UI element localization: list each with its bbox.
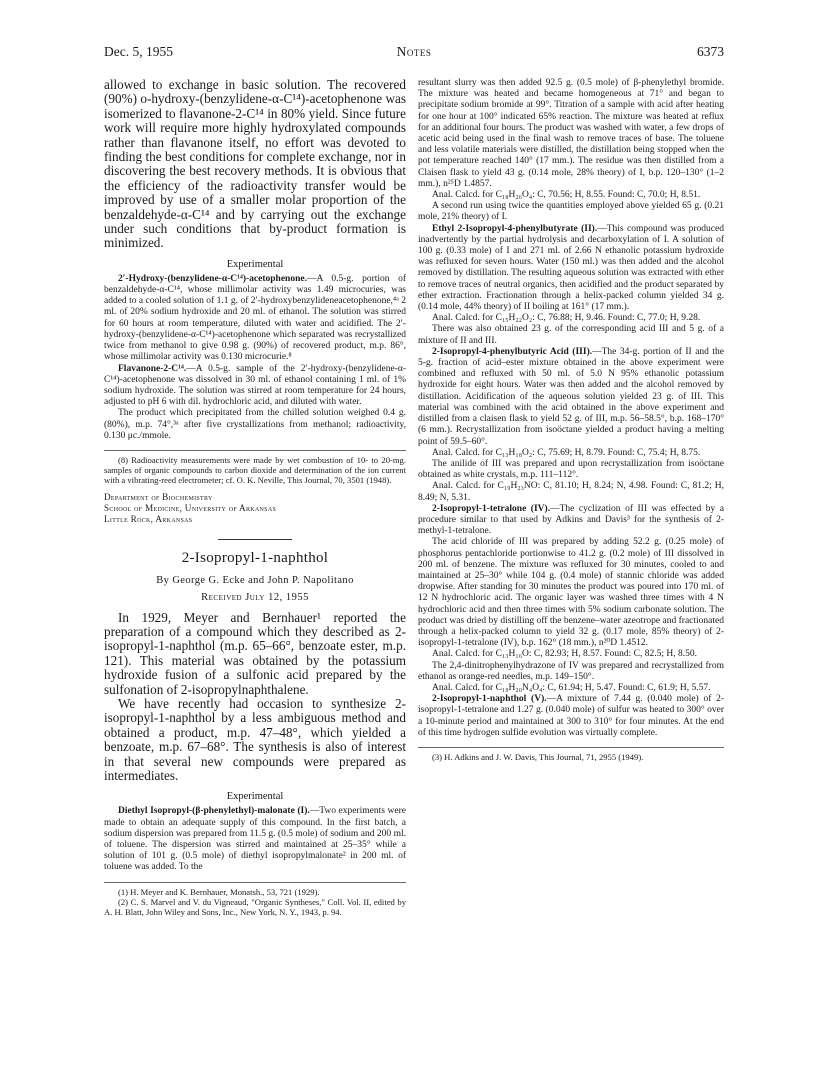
analysis-line: Anal. Calcd. for C₁₉H₂₃NO: C, 81.10; H, 8.24; N, 4.98. Found: C, 81.2; H, 8.49; N, 5.31. <box>418 481 724 503</box>
procedure-paragraph: A second run using twice the quantities employed above yielded 65 g. (0.21 mole, 21% theory) of I. <box>418 201 724 223</box>
running-header <box>104 44 724 64</box>
received-date: Received July 12, 1955 <box>201 591 309 603</box>
procedure-body: —A 0.5-g. sample of the 2′-hydroxy-(benzylidene-α-C¹⁴)-acetophenone was dissolved in 30 ml. of ethanol containing 1 ml. of 1% sodium hydroxide. The solution was stirred at room temperature for 24 hours, adjusted to pH 6 with dil. hydrochloric acid, and diluted with water. <box>104 363 406 408</box>
procedure-malonate <box>104 806 406 873</box>
header-date: Dec. 5, 1955 <box>104 44 173 59</box>
procedure-body: —The cyclization of III was effected by a procedure similar to that used by Adkins and Davis³ for the synthesis of 2-methyl-1-tetralone. <box>418 503 725 537</box>
experimental-heading: Experimental <box>226 258 284 270</box>
procedure-body: —Two experiments were made to obtain an adequate supply of this compound. In the first batch, a sodium dispersion was prepared from 11.5 g. (0.5 mole) of sodium and 200 ml. of toluene. The dispersion was stirred and maintained at 25–35° while a solution of 101 g. (0.5 mole) of diethyl isopropylmalonate² in 200 ml. of toluene was added. To the <box>104 806 406 873</box>
analysis-line: Anal. Calcd. for C₁₅H₂₂O₂: C, 76.88; H, 9.46. Found: C, 77.0; H, 9.28. <box>432 313 701 324</box>
procedure-body: —A mixture of 7.44 g. (0.040 mole) of 2-isopropyl-1-tetralone and 1.27 g. (0.040 mole) of sulfur was heated to 300° over a 10-minute period and maintained at 300 to 310° for four minutes. At the end of this time hydrogen sulfide evolution was virtually complete. <box>418 694 725 738</box>
header-section: Notes <box>396 44 432 59</box>
intro-paragraph: allowed to exchange in basic solution. The recovered (90%) o-hydroxy-(benzylidene-α-C¹⁴)-acetophenone was isomerized to flavanone-2-C¹⁴ in 80% yield. Since future work will require more highly hydroxylated compounds rather than flavanone itself, no effort was devoted to finding the best conditions for complete exchange, nor in discovering the best recovery methods. It is obvious that the efficiency of the radioactivity transfer would be improved by use of a smaller molar proportion of the benzaldehyde-α-C¹⁴ and by carrying out the exchange under such conditions that by-product formation is minimized. <box>104 77 406 251</box>
procedure-title: Ethyl 2-Isopropyl-4-phenylbutyrate (II). <box>432 223 598 234</box>
procedure-body: —The 34-g. portion of II and the 5-g. fraction of acid–ester mixture obtained in the above experiment were combined and refluxed with 50 ml. of 5.0 N 95% ethanolic potassium hydroxide for eight hours. Water was then added and the alcohol removed by distillation. Acidification of the aqueous solution yielded 23 g. of III. This material was combined with the acid obtained in the above experiment and distilled from a claisen flask to yield 52 g. of III, m.p. 56–58.5°, b.p. 168–170° (6 mm.). Recrystallization from isoöctane yielded a product having a melting point of 59.5–60°. <box>418 346 724 447</box>
procedure-paragraph: The anilide of III was prepared and upon recrystallization from isoöctane obtained as white crystals, m.p. 111–112°. <box>418 458 724 481</box>
analysis-line: Anal. Calcd. for C₁₃H₁₆O: C, 82.93; H, 8.57. Found: C, 82.5; H, 8.50. <box>432 649 697 660</box>
footnote-3: (3) H. Adkins and J. W. Davis, This Journal, 71, 2955 (1949). <box>432 751 644 762</box>
procedure-title: 2-Isopropyl-4-phenylbutyric Acid (III). <box>432 346 593 357</box>
procedure-paragraph: There was also obtained 23 g. of the corresponding acid III and 5 g. of a mixture of II and III. <box>418 324 724 346</box>
experimental-heading: Experimental <box>226 791 284 803</box>
procedure-continued: resultant slurry was then added 92.5 g. (0.5 mole) of β-phenylethyl bromide. The mixture was heated and became homogeneous at 71° and began to precipitate sodium bromide at 99°. Titration of a sample with acid after heating for one hour at 100° indicated 65% reaction. The mixture was heated at reflux for an additional four hours. The product was washed with water, a few drops of acetic acid being used in the final wash to remove traces of base. The toluene and less volatile materials were distilled, the distillation being stopped when the pot temperature reached 140° (17 mm.). The residue was then distilled from a Claisen flask to yield 43 g. (0.14 mole, 28% theory) of I, b.p. 120–130° (1–2 mm.), n²⁵D 1.4857. <box>418 78 724 189</box>
article-paragraph: In 1929, Meyer and Bernhauer¹ reported the preparation of a compound which they described as 2-isopropyl-1-naphthol (m.p. 65–66°, benzoate ester, m.p. 121). This material was obtained by the potassium hydroxide fusion of a sulfonic acid prepared by the sulfonation of 2-isopropylnaphthalene. <box>104 609 406 697</box>
footnote-rule <box>104 450 406 451</box>
analysis-line: Anal. Calcd. for C₁₈H₂₆O₄: C, 70.56; H, 8.55. Found: C, 70.0; H, 8.51. <box>432 190 701 201</box>
procedure-body: —A 0.5-g. portion of benzaldehyde-α-C¹⁴, whose millimolar activity was 1.49 microcuries, was added to a cooled solution of 1.1 g. of 2′-hydroxybenzylideneacetophenone,⁴ᵃ 2 ml. of 20% sodium hydroxide and 20 ml. of ethanol. The solution was stirred for 60 hours at room temperature, diluted with water and acidified. The 2′-hydroxy-(benzylidene-α-C¹⁴)-acetophenone which separated was recrystallized twice from methanol to give 0.98 g. (90%) of recovered product, m.p. 86°, whose millimolar activity was 0.130 microcurie.⁸ <box>104 273 406 363</box>
affiliation-line: School of Medicine, University of Arkansas <box>104 502 277 513</box>
procedure-paragraph: The acid chloride of III was prepared by adding 52.2 g. (0.25 mole) of phosphorus pentachloride portionwise to 41.2 g. (0.2 mole) of III dissolved in 200 ml. of benzene. The mixture was refluxed for 30 minutes, cooled to and maintained at 25–30° while 104 g. (0.4 mole) of stannic chloride was added dropwise. After standing for 30 minutes the product was poured into 170 ml. of 12 N hydrochloric acid. The organic layer was washed three times with 4 N hydrochloric acid and then three times with 5% sodium carbonate solution. The product was dried by distilling off the benzene–water azeotrope and fractionated through a helix-packed column to yield 32 g. (0.17 mole, 85% theory) of 2-isopropyl-1-tetralone (IV), b.p. 162° (18 mm.), n²⁰D 1.4512. <box>418 537 724 649</box>
procedure-title: 2-Isopropyl-1-naphthol (V). <box>432 694 547 705</box>
procedure-tetralone <box>418 504 724 538</box>
procedure-title: Flavanone-2-C¹⁴. <box>118 363 187 374</box>
procedure-title: 2-Isopropyl-1-tetralone (IV). <box>432 503 551 514</box>
affiliation-line: Little Rock, Arkansas <box>104 513 193 524</box>
footnote-8: (8) Radioactivity measurements were made by wet combustion of 10- to 20-mg. samples of organic compounds to carbon dioxide and determination of the ion current with a vibrating-reed electrometer; cf. O. K. Neville, This Journal, 70, 3501 (1948). <box>104 454 406 486</box>
procedure-body: —This compound was produced inadvertently by the partial hydrolysis and decarboxylation of I. A solution of 100 g. (0.33 mole) of I and 271 ml. of 2.66 N ethanolic potassium hydroxide was refluxed for seven hours. Water (150 ml.) was then added and the alcohol removed by distillation. The resulting aqueous solution was extracted with ether to remove traces of neutral organics, then acidified and the product separated by ether extraction. Fractionation through a helix-packed column yielded 34 g. (0.14 mole, 44% theory) of II boiling at 161° (17 mm.). <box>418 223 724 313</box>
header-page-number: 6373 <box>697 44 724 59</box>
analysis-line: Anal. Calcd. for C₁₃H₁₈O₂: C, 75.69; H, 8.79. Found: C, 75.4; H, 8.75. <box>432 447 701 458</box>
procedure-product: The product which precipitated from the chilled solution weighed 0.4 g. (80%), m.p. 74°,³ᵃ after five crystallizations from methanol; radioactivity, 0.130 μc./mmole. <box>104 408 406 441</box>
procedure-title: 2′-Hydroxy-(benzylidene-α-C¹⁴)-acetophenone. <box>118 273 307 284</box>
procedure-ester <box>418 224 724 314</box>
procedure-acid <box>418 347 724 448</box>
article-title: 2-Isopropyl-1-naphthol <box>181 549 329 566</box>
affiliation <box>104 492 406 525</box>
article-authors: By George G. Ecke and John P. Napolitano <box>156 574 354 586</box>
article-paragraph: We have recently had occasion to synthesize 2-isopropyl-1-naphthol by a less ambiguous method and obtained a product, m.p. 47–48°, which yielded a benzoate, m.p. 67–68°. The synthesis is also of interest in that several new compounds were prepared as intermediates. <box>104 695 406 783</box>
procedure-hydroxy-acetophenone <box>104 274 406 364</box>
left-column <box>104 78 406 917</box>
footnote-rule <box>418 747 724 748</box>
procedure-naphthol <box>418 694 724 739</box>
footnote-rule <box>104 882 406 883</box>
article-separator <box>218 539 292 540</box>
footnote-2: (2) C. S. Marvel and V. du Vigneaud, "Organic Syntheses," Coll. Vol. II, edited by A. H. Blatt, John Wiley and Sons, Inc., New York, N. Y., 1943, p. 94. <box>104 896 406 918</box>
affiliation-line: Department of Biochemistry <box>104 491 213 502</box>
procedure-title: Diethyl Isopropyl-(β-phenylethyl)-malonate (I). <box>118 806 310 817</box>
analysis-line: Anal. Calcd. for C₁₉H₂₀N₄O₄: C, 61.94; H, 5.47. Found: C, 61.9; H, 5.57. <box>432 682 711 693</box>
right-column <box>418 78 724 762</box>
procedure-flavanone <box>104 364 406 409</box>
footnote-1: (1) H. Meyer and K. Bernhauer, Monatsh., 53, 721 (1929). <box>118 886 320 897</box>
procedure-paragraph: The 2,4-dinitrophenylhydrazone of IV was prepared and recrystallized from ethanol as orange-red needles, m.p. 149–150°. <box>418 660 724 682</box>
